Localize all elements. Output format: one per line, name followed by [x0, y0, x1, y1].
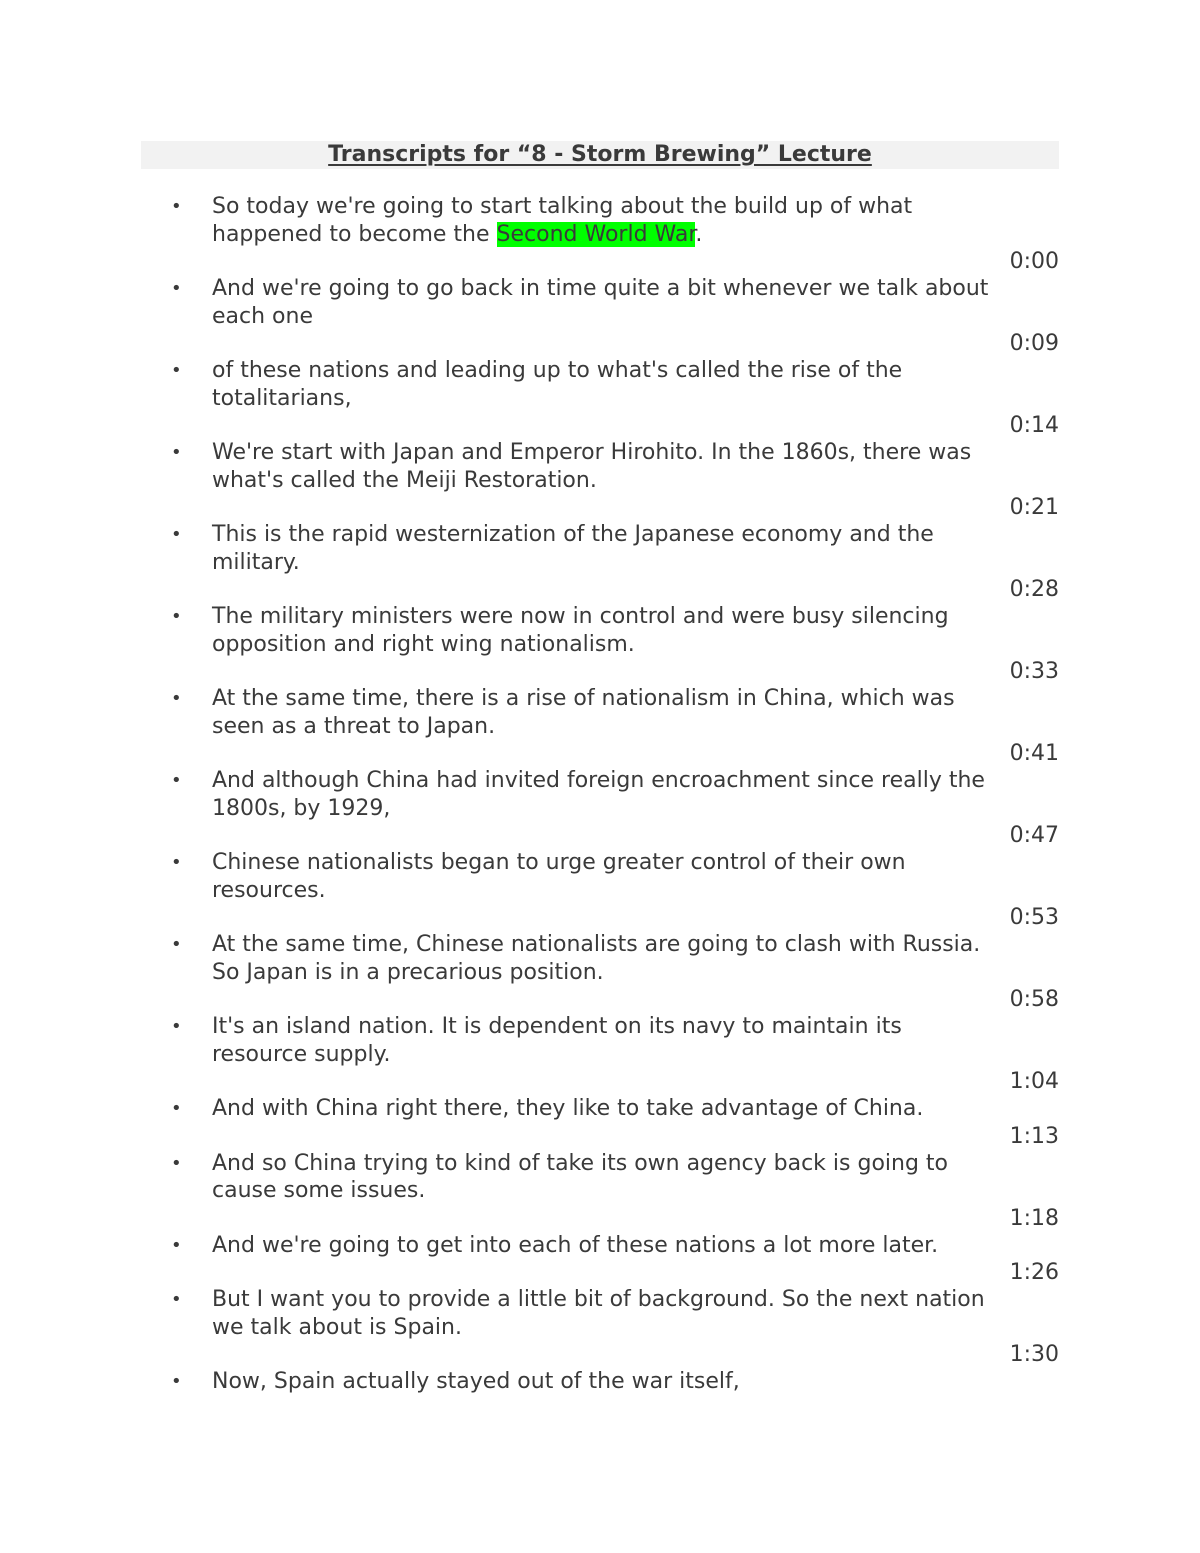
bullet-icon: •	[171, 934, 182, 955]
transcript-text-segment: And we're going to get into each of these nations a lot more later.	[212, 1232, 939, 1258]
transcript-text	[212, 1232, 1059, 1260]
transcript-entry	[141, 931, 1059, 1013]
bullet-icon: •	[171, 1098, 182, 1119]
transcript-text-segment: We're start with Japan and Emperor Hirohito. In the 1860s, there was what's called the Meiji Restoration.	[212, 440, 972, 493]
highlighted-text: Second World War	[496, 221, 696, 247]
transcript-text-segment: Chinese nationalists began to urge greater control of their own resources.	[212, 850, 906, 903]
timestamp: 0:28	[1009, 577, 1059, 602]
transcript-text	[212, 931, 1059, 986]
transcript-text	[212, 603, 1059, 658]
transcript-text-segment: of these nations and leading up to what's called the rise of the totalitarians,	[212, 358, 903, 411]
timestamp: 0:00	[1009, 249, 1059, 274]
bullet-icon: •	[171, 442, 182, 463]
transcript-text	[212, 1095, 1059, 1123]
transcript-text-segment: So today we're going to start talking about the build up of what happened to become the	[212, 194, 913, 247]
transcript-text-segment: .	[695, 221, 703, 247]
transcript-entry	[141, 603, 1059, 685]
transcript-entry	[141, 439, 1059, 521]
timestamp: 0:47	[1009, 823, 1059, 848]
transcript-text-segment: And although China had invited foreign encroachment since really the 1800s, by 1929,	[212, 768, 985, 821]
transcript-entry	[141, 1013, 1059, 1095]
transcript-text-segment: And we're going to go back in time quite a bit whenever we talk about each one	[212, 276, 989, 329]
transcript-text	[212, 521, 1059, 576]
bullet-icon: •	[171, 1152, 182, 1174]
transcript-entry	[141, 849, 1059, 931]
bullet-icon: •	[171, 606, 182, 627]
title-bar	[141, 141, 1059, 169]
transcript-entry	[141, 1095, 1059, 1150]
transcript-entry	[141, 1150, 1059, 1232]
timestamp: 1:04	[1009, 1069, 1059, 1094]
transcript-list	[141, 193, 1059, 1396]
timestamp: 0:58	[1009, 987, 1059, 1012]
transcript-entry	[141, 275, 1059, 357]
transcript-text	[212, 767, 1059, 822]
bullet-icon: •	[171, 688, 182, 709]
bullet-icon: •	[171, 770, 182, 791]
timestamp: 0:21	[1009, 495, 1059, 520]
bullet-icon: •	[171, 1234, 182, 1256]
transcript-text-segment: It's an island nation. It is dependent on its navy to maintain its resource supply.	[212, 1014, 902, 1067]
bullet-icon: •	[171, 196, 182, 217]
transcript-entry	[141, 357, 1059, 439]
bullet-icon: •	[171, 852, 182, 873]
timestamp: 1:30	[1009, 1342, 1059, 1367]
transcript-entry	[141, 685, 1059, 767]
bullet-icon: •	[171, 360, 182, 381]
bullet-icon: •	[171, 524, 182, 545]
transcript-text	[212, 1013, 1059, 1068]
transcript-text-segment: But I want you to provide a little bit of background. So the next nation we talk about is Spain.	[212, 1287, 985, 1340]
bullet-icon: •	[171, 1016, 182, 1037]
transcript-text	[212, 439, 1059, 494]
transcript-text	[212, 1286, 1059, 1341]
timestamp: 0:09	[1009, 331, 1059, 356]
document-title: Transcripts for “8 - Storm Brewing” Lecture	[328, 142, 872, 167]
transcript-text-segment: At the same time, Chinese nationalists are going to clash with Russia. So Japan is in a precarious position.	[212, 932, 981, 985]
transcript-text	[212, 685, 1059, 740]
timestamp: 0:33	[1009, 659, 1059, 684]
timestamp: 0:14	[1009, 413, 1059, 438]
timestamp: 0:41	[1009, 741, 1059, 766]
transcript-entry	[141, 1286, 1059, 1368]
transcript-text	[212, 275, 1059, 330]
transcript-text-segment: This is the rapid westernization of the Japanese economy and the military.	[212, 522, 934, 575]
transcript-text	[212, 357, 1059, 412]
document-page	[141, 141, 1059, 1396]
transcript-text-segment: And with China right there, they like to take advantage of China.	[212, 1096, 924, 1121]
bullet-icon: •	[171, 278, 182, 299]
transcript-text-segment: The military ministers were now in control and were busy silencing opposition and right wing nationalism.	[212, 604, 949, 657]
transcript-text	[212, 1150, 1059, 1205]
timestamp: 1:26	[1009, 1260, 1059, 1285]
timestamp: 0:53	[1009, 905, 1059, 930]
bullet-icon: •	[171, 1371, 182, 1392]
transcript-entry	[141, 767, 1059, 849]
transcript-entry	[141, 1368, 1059, 1396]
bullet-icon: •	[171, 1289, 182, 1310]
transcript-text-segment: And so China trying to kind of take its own agency back is going to cause some issues.	[212, 1150, 949, 1203]
timestamp: 1:13	[1009, 1123, 1059, 1149]
transcript-text	[212, 849, 1059, 904]
transcript-text-segment: At the same time, there is a rise of nationalism in China, which was seen as a threat to Japan.	[212, 686, 955, 739]
transcript-entry	[141, 521, 1059, 603]
transcript-text	[212, 193, 1059, 248]
transcript-entry	[141, 1232, 1059, 1287]
transcript-text-segment: Now, Spain actually stayed out of the war itself,	[212, 1369, 740, 1394]
timestamp: 1:18	[1009, 1205, 1059, 1231]
transcript-entry	[141, 193, 1059, 275]
transcript-text	[212, 1368, 1059, 1396]
